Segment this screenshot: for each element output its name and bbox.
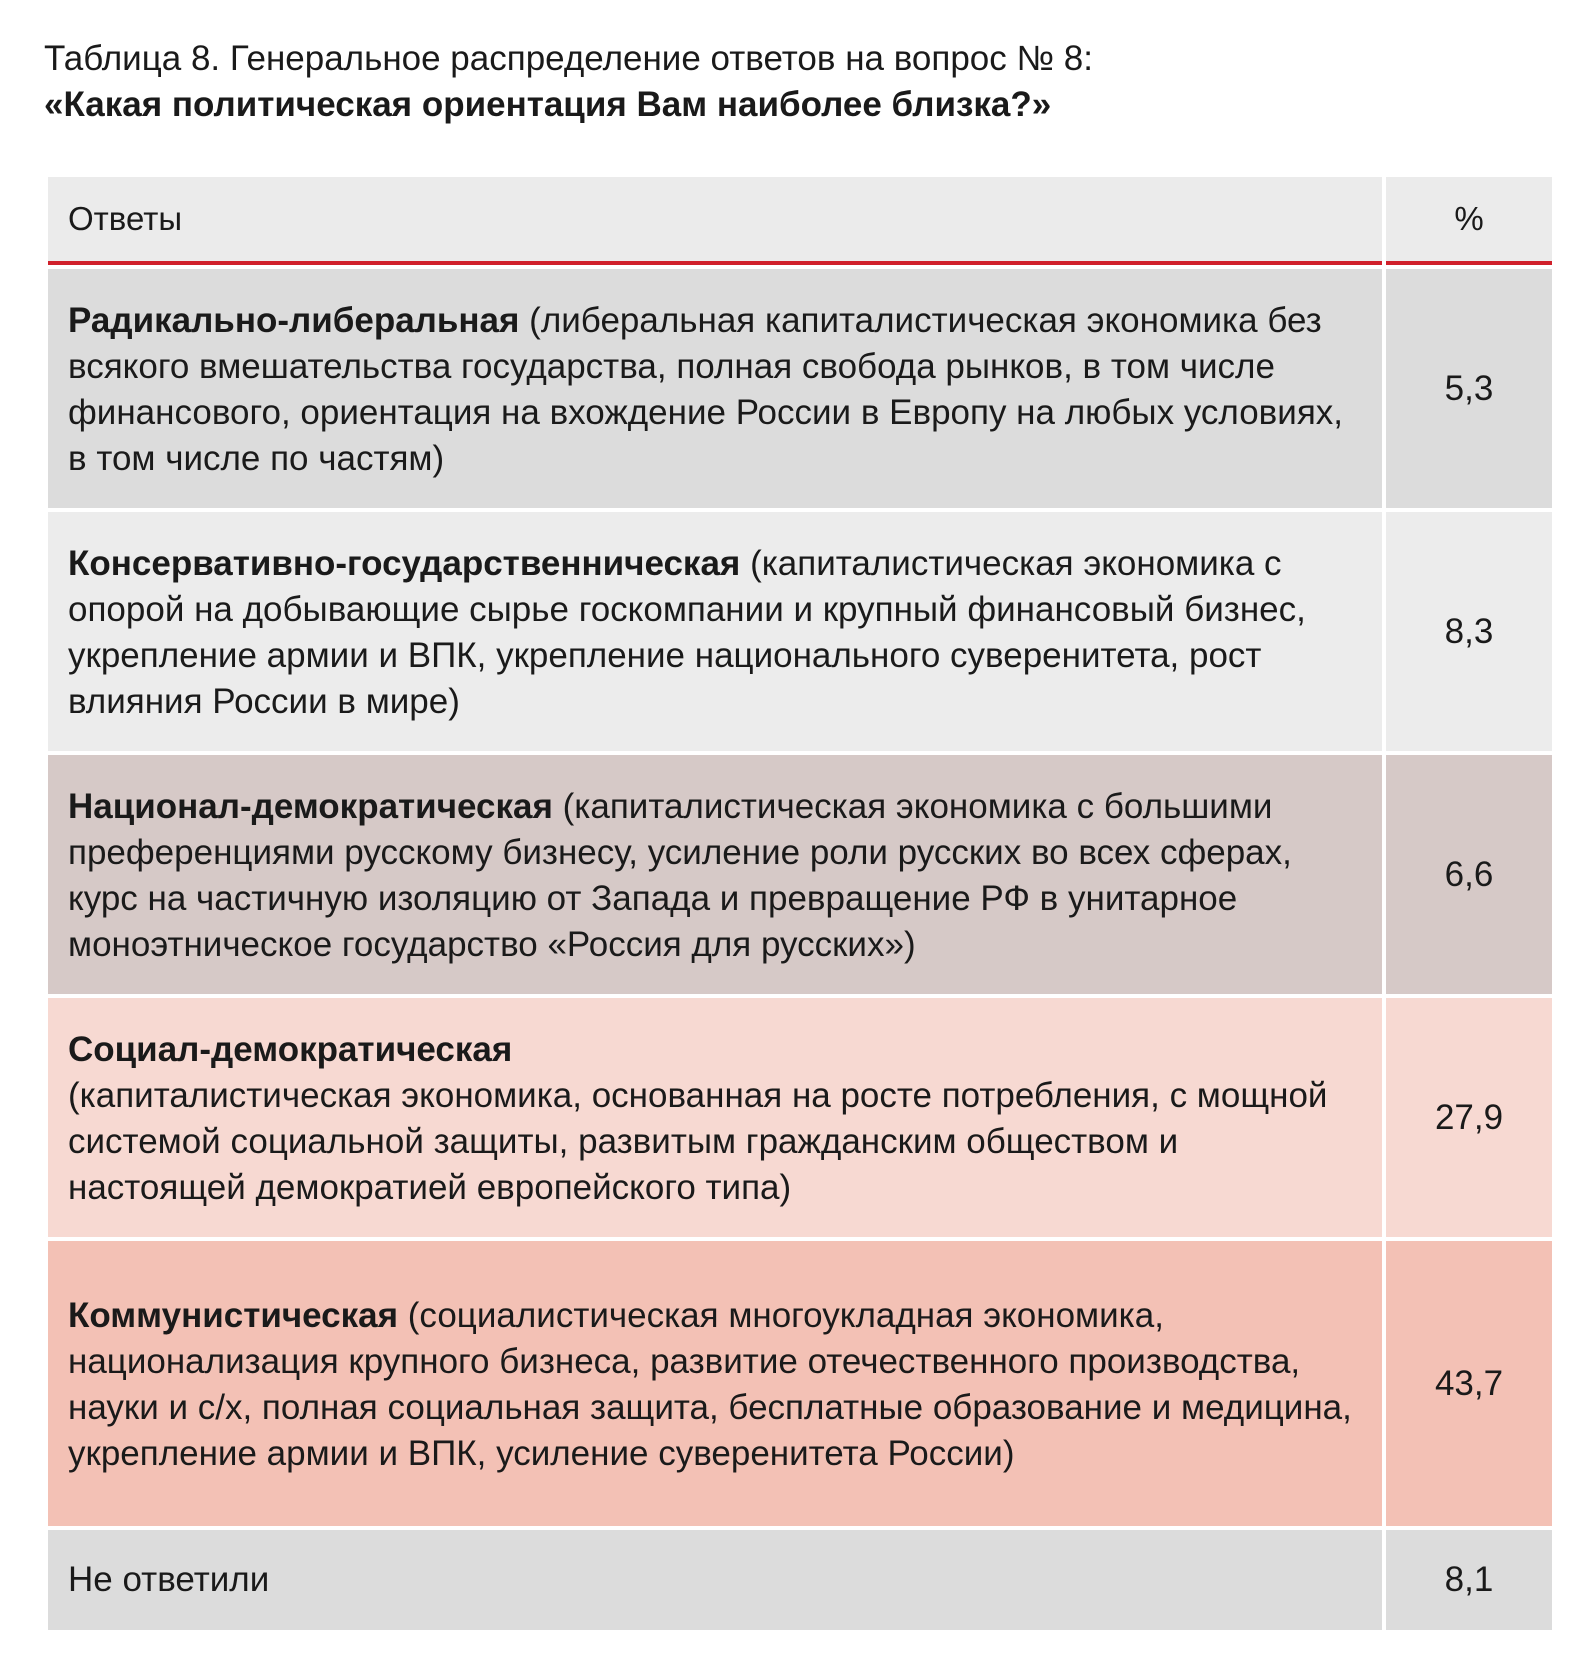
answer-cell <box>48 755 1382 994</box>
table-row <box>48 998 1552 1237</box>
table-caption <box>44 36 1544 128</box>
percent-cell: 43,7 <box>1386 1241 1552 1526</box>
caption-question: «Какая политическая ориентация Вам наиболее близка?» <box>44 85 1052 124</box>
answer-title: Радикально-либеральная <box>68 300 520 340</box>
table-row <box>48 512 1552 751</box>
answer-title: Коммунистическая <box>68 1295 399 1335</box>
answer-title: Национал-демократическая <box>68 786 553 826</box>
percent-cell: 5,3 <box>1386 269 1552 508</box>
header-percent: % <box>1386 177 1552 265</box>
percent-cell: 8,3 <box>1386 512 1552 751</box>
answer-cell <box>48 512 1382 751</box>
answer-title: Консервативно-государственническая <box>68 543 741 583</box>
header-answers: Ответы <box>48 177 1382 265</box>
answer-description: (капиталистическая экономика с большими преференциями русскому бизнесу, усиление роли русских во всех сферах, курс на частичную изоляцию от Запада и превращение РФ в унитарное моноэтническое государство «Россия для русских») <box>68 786 1292 964</box>
percent-cell: 27,9 <box>1386 998 1552 1237</box>
answer-description: (капиталистическая экономика с опорой на добывающие сырье госкомпании и крупный финансовый бизнес, укрепление армии и ВПК, укрепление национального суверенитета, рост влияния России в мире) <box>68 543 1306 721</box>
table-row <box>48 269 1552 508</box>
table-row <box>48 1530 1552 1630</box>
table-row <box>48 1241 1552 1526</box>
answer-description: (либеральная капиталистическая экономика без всякого вмешательства государства, полная свобода рынков, в том числе финансового, ориентация на вхождение России в Европу на любых условиях, в том числе по частям) <box>68 300 1344 478</box>
answer-cell <box>48 998 1382 1237</box>
answer-cell <box>48 1241 1382 1526</box>
percent-cell: 8,1 <box>1386 1530 1552 1630</box>
results-table <box>48 177 1552 1630</box>
answer-cell <box>48 269 1382 508</box>
answer-description: (капиталистическая экономика, основанная на росте потребления, с мощной системой социальной защиты, развитым гражданским обществом и настоящей демократией европейского типа) <box>68 1075 1328 1207</box>
answer-title: Социал-демократическая <box>68 1029 513 1069</box>
answer-description: (социалистическая многоукладная экономика, национализация крупного бизнеса, развитие отечественного производства, науки и с/х, полная социальная защита, бесплатные образование и медицина, укрепление армии и ВПК, усиление суверенитета России) <box>68 1295 1352 1473</box>
table-row <box>48 755 1552 994</box>
percent-cell: 6,6 <box>1386 755 1552 994</box>
table-header <box>48 177 1552 265</box>
answer-cell: Не ответили <box>48 1530 1382 1630</box>
caption-title: Таблица 8. Генеральное распределение ответов на вопрос № 8: <box>44 39 1093 78</box>
